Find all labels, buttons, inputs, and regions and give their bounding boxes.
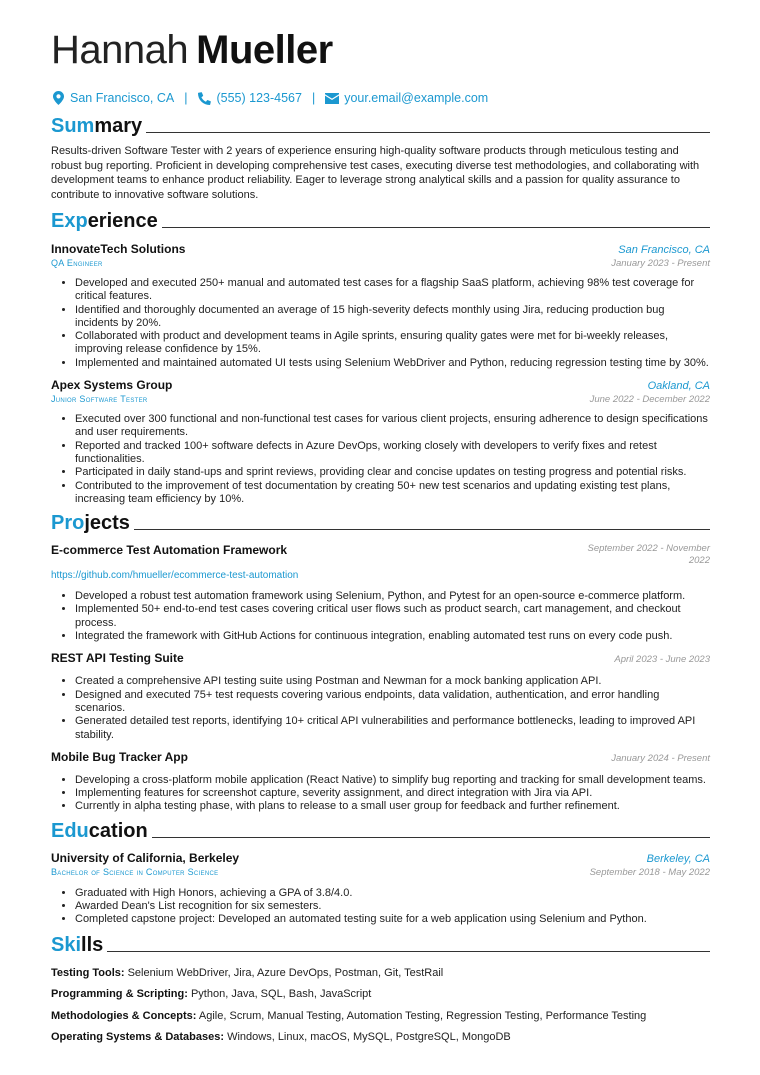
projects-heading: Projects (51, 512, 710, 534)
contact-separator: | (184, 91, 188, 105)
bullet-item: • Implementing features for screenshot capture, severity assignment, and direct integration with Jira via API. (75, 787, 710, 800)
bullet-item: • Executed over 300 functional and non-functional test cases for various client projects, ensuring adherence to design specifications and user requirements. (75, 413, 710, 440)
project-entry (51, 543, 710, 643)
school-name: University of California, Berkeley (51, 850, 240, 865)
email-text: your.email@example.com (344, 91, 489, 105)
section-rule (146, 132, 710, 133)
first-name: Hannah (51, 28, 189, 72)
contact-separator: | (311, 91, 316, 105)
job-location: Oakland, CA (647, 380, 710, 393)
bullet-item: • Created a comprehensive API testing suite using Postman and Newman for a mock banking application API. (75, 675, 710, 688)
project-entry (51, 750, 710, 814)
bullet-item: • Identified and thoroughly documented an average of 15 high-severity defects monthly using Jira, reducing production bug incidents by 20%. (75, 304, 710, 331)
bullet-item: • Developed a robust test automation framework using Selenium, Python, and Pytest for an open-source e-commerce platform. (75, 590, 710, 603)
location-text: San Francisco, CA (70, 91, 175, 105)
project-dates: April 2023 - June 2023 (614, 654, 710, 666)
bullet-list (51, 413, 710, 506)
company-name: Apex Systems Group (51, 378, 173, 393)
experience-entry (51, 242, 710, 370)
bullet-item: • Contributed to the improvement of test documentation by creating 50+ new test scenarios and updating existing test plans, increasing team efficiency by 10%. (75, 480, 710, 507)
bullet-list (51, 675, 710, 741)
school-location: Berkeley, CA (646, 852, 710, 865)
section-rule (134, 529, 710, 530)
bullet-item: • Generated detailed test reports, identifying 10+ critical API vulnerabilities and performance bottlenecks, leading to improved API stability. (75, 715, 710, 742)
experience-entry (51, 378, 710, 506)
skill-label: Operating Systems & Databases: (51, 1031, 225, 1044)
last-name: Mueller (196, 28, 333, 72)
skill-row (51, 1009, 710, 1023)
summary-text: Results-driven Software Tester with 2 years of experience ensuring high-quality software products through meticulous testing and robust bug reporting. Proficient in developing comprehensive test cases, executing diverse test methodologies, and collaborating with development teams to enhance product reliability. Eager to leverage strong analytical skills and a passion for quality assurance to contribute to innovative software solutions. (51, 145, 700, 201)
project-dates: January 2024 - Present (611, 752, 710, 764)
project-dates: September 2022 - November 2022 (587, 543, 710, 567)
skill-row (51, 1030, 710, 1044)
skill-label: Methodologies & Concepts: (51, 1009, 197, 1022)
phone-text: (555) 123-4567 (216, 91, 302, 105)
bullet-list (51, 590, 710, 643)
contact-email[interactable] (325, 91, 488, 105)
summary-heading: Summary (51, 115, 710, 137)
bullet-item: • Awarded Dean's List recognition for six semesters. (75, 900, 710, 913)
experience-heading: Experience (51, 210, 710, 232)
job-title: QA Engineer (51, 258, 103, 268)
skill-value: Selenium WebDriver, Jira, Azure DevOps, Postman, Git, TestRail (127, 966, 444, 979)
skill-value: Agile, Scrum, Manual Testing, Automation Testing, Regression Testing, Performance Testing (198, 1009, 647, 1022)
education-heading: Education (51, 820, 710, 842)
job-dates: June 2022 - December 2022 (589, 394, 710, 406)
contact-phone[interactable] (197, 91, 301, 105)
bullet-list (51, 774, 710, 814)
company-name: InnovateTech Solutions (51, 242, 186, 256)
bullet-item: • Graduated with High Honors, achieving a GPA of 3.8/4.0. (75, 887, 710, 900)
skill-row (51, 987, 710, 1001)
bullet-list (51, 277, 710, 370)
education-entry (51, 851, 710, 927)
project-entry (51, 651, 710, 741)
project-link[interactable]: https://github.com/hmueller/ecommerce-test-automation (51, 570, 299, 582)
candidate-name (51, 28, 710, 72)
skill-label: Testing Tools: (51, 966, 125, 979)
bullet-item: • Integrated the framework with GitHub Actions for continuous integration, enabling automated test runs on every code push. (75, 630, 710, 643)
skill-value: Windows, Linux, macOS, MySQL, PostgreSQL, MongoDB (227, 1031, 511, 1044)
project-title: E-commerce Test Automation Framework (51, 543, 288, 558)
job-location: San Francisco, CA (618, 244, 710, 256)
bullet-item: • Completed capstone project: Developed an automated testing suite for a web application using Selenium and Python. (75, 913, 710, 926)
phone-icon (197, 91, 211, 105)
skill-row (51, 966, 710, 980)
bullet-item: • Implemented and maintained automated UI tests using Selenium WebDriver and Python, reducing regression testing time by 30%. (75, 357, 710, 370)
degree-name: Bachelor of Science in Computer Science (51, 866, 219, 877)
envelope-icon (325, 91, 339, 105)
section-rule (162, 227, 710, 228)
project-title: REST API Testing Suite (51, 651, 184, 666)
skills-heading: Skills (51, 934, 710, 956)
bullet-item: • Currently in alpha testing phase, with plans to release to a small user group for feedback and further refinement. (75, 800, 710, 813)
school-dates: September 2018 - May 2022 (589, 866, 710, 878)
job-dates: January 2023 - Present (611, 258, 710, 269)
map-pin-icon (51, 91, 65, 105)
skills-list (51, 966, 710, 1045)
contact-line (51, 90, 710, 106)
skill-value: Python, Java, SQL, Bash, JavaScript (190, 988, 372, 1001)
contact-location (51, 91, 174, 105)
project-title: Mobile Bug Tracker App (51, 749, 188, 764)
job-title: Junior Software Tester (51, 394, 148, 405)
bullet-item: • Participated in daily stand-ups and sprint reviews, providing clear and concise updates on testing progress and potential risks. (75, 466, 710, 479)
bullet-item: • Implemented 50+ end-to-end test cases covering critical user flows such as product search, cart management, and checkout process. (75, 603, 710, 630)
bullet-item: • Designed and executed 75+ test requests covering various endpoints, data validation, authentication, and error handling scenarios. (75, 689, 710, 716)
bullet-item: • Reported and tracked 100+ software defects in Azure DevOps, working closely with developers to verify fixes and retest functionalities. (75, 440, 710, 467)
bullet-item: • Collaborated with product and development teams in Agile sprints, ensuring quality gates were met for bi-weekly releases, improving release confidence by 15%. (75, 330, 710, 357)
section-rule (107, 951, 710, 952)
bullet-list (51, 887, 710, 927)
bullet-item: • Developed and executed 250+ manual and automated test cases for a flagship SaaS platform, achieving 98% test coverage for critical features. (75, 277, 710, 304)
skill-label: Programming & Scripting: (51, 988, 188, 1001)
bullet-item: • Developing a cross-platform mobile application (React Native) to simplify bug reporting and tracking for small development teams. (75, 774, 710, 787)
section-rule (152, 837, 710, 838)
